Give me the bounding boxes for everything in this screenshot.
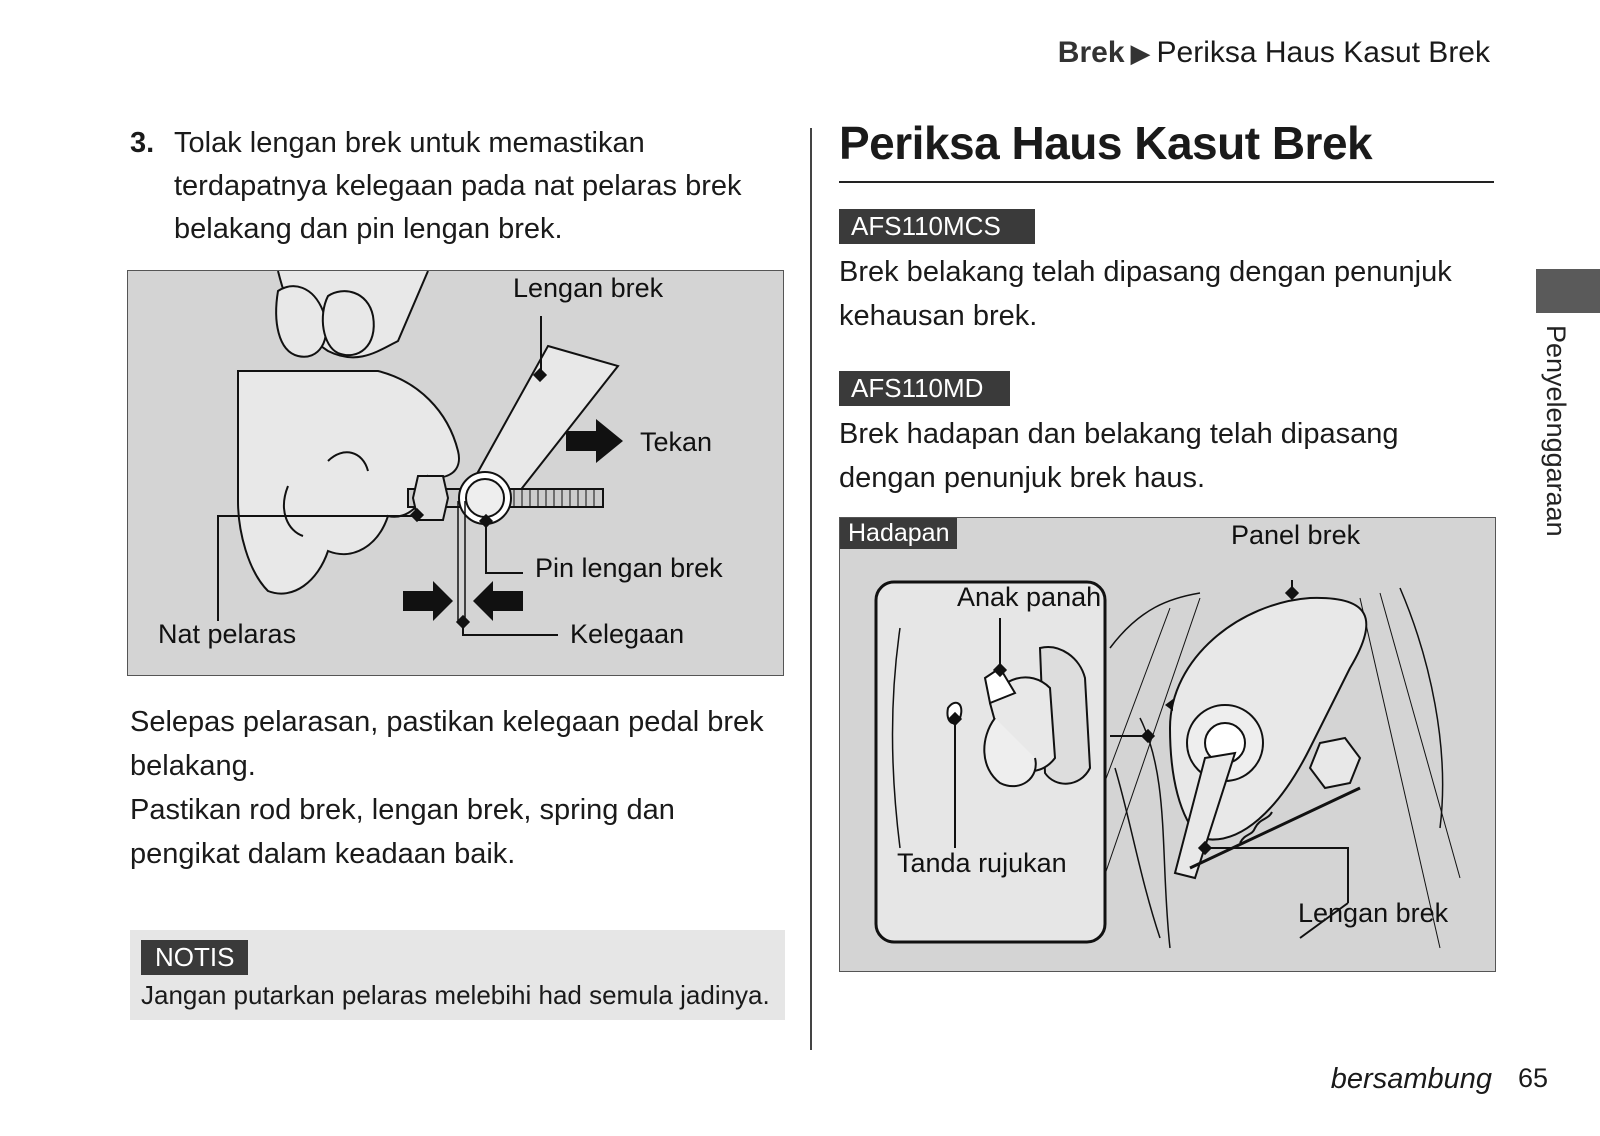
- page-title: Periksa Haus Kasut Brek: [839, 117, 1373, 169]
- brake-arm-clearance-figure: [127, 270, 784, 676]
- model1-description: Brek belakang telah dipasang dengan penunjuk kehausan brek.: [839, 256, 1452, 332]
- paragraph-components-check: Pastikan rod brek, lengan brek, spring dan pengikat dalam keadaan baik.: [130, 794, 675, 870]
- label-adjusting-nut: Nat pelaras: [158, 619, 297, 649]
- brake-arm-illustration: [128, 271, 783, 675]
- notice-text: Jangan putarkan pelaras melebihi had semula jadinya.: [141, 980, 770, 1010]
- label-press: Tekan: [640, 427, 713, 457]
- label-clearance: Kelegaan: [570, 619, 685, 649]
- model-tag-afs110mcs: AFS110MCS: [839, 209, 1035, 244]
- breadcrumb-section: Brek: [1057, 36, 1125, 69]
- breadcrumb-arrow-icon: ▶: [1130, 38, 1151, 68]
- title-rule: [839, 181, 1494, 183]
- brake-wear-indicator-figure: [839, 517, 1496, 972]
- model2-description: Brek hadapan dan belakang telah dipasang dengan penunjuk brek haus.: [839, 418, 1399, 494]
- page-number: 65: [1517, 1063, 1548, 1093]
- model-tag-afs110md: AFS110MD: [839, 371, 1010, 406]
- breadcrumb-page: Periksa Haus Kasut Brek: [1156, 36, 1490, 69]
- step-3: [130, 122, 770, 251]
- label-brake-panel: Panel brek: [1231, 520, 1361, 550]
- step-text: Tolak lengan brek untuk memastikan terdapatnya kelegaan pada nat pelaras brek belakang dan pin lengan brek.: [174, 127, 742, 245]
- chapter-tab-marker: [1536, 269, 1600, 313]
- chapter-tab-label: Penyelenggaraan: [1541, 325, 1571, 537]
- label-reference-mark: Tanda rujukan: [897, 848, 1067, 878]
- column-divider: [810, 128, 812, 1050]
- paragraph-pedal-clearance: Selepas pelarasan, pastikan kelegaan pedal brek belakang.: [130, 706, 764, 782]
- label-brake-arm: Lengan brek: [513, 273, 664, 303]
- front-tag: Hadapan: [840, 518, 957, 549]
- notice-tag: NOTIS: [141, 940, 248, 975]
- breadcrumb: [1058, 36, 1490, 70]
- label-arrow: Anak panah: [957, 582, 1102, 612]
- step-number: 3.: [130, 127, 155, 159]
- notice-box: [130, 930, 785, 1020]
- adjustment-notes: [130, 700, 770, 876]
- continued-note: bersambung: [1330, 1063, 1492, 1095]
- label-brake-arm-front: Lengan brek: [1298, 898, 1449, 928]
- label-arm-pin: Pin lengan brek: [535, 553, 723, 583]
